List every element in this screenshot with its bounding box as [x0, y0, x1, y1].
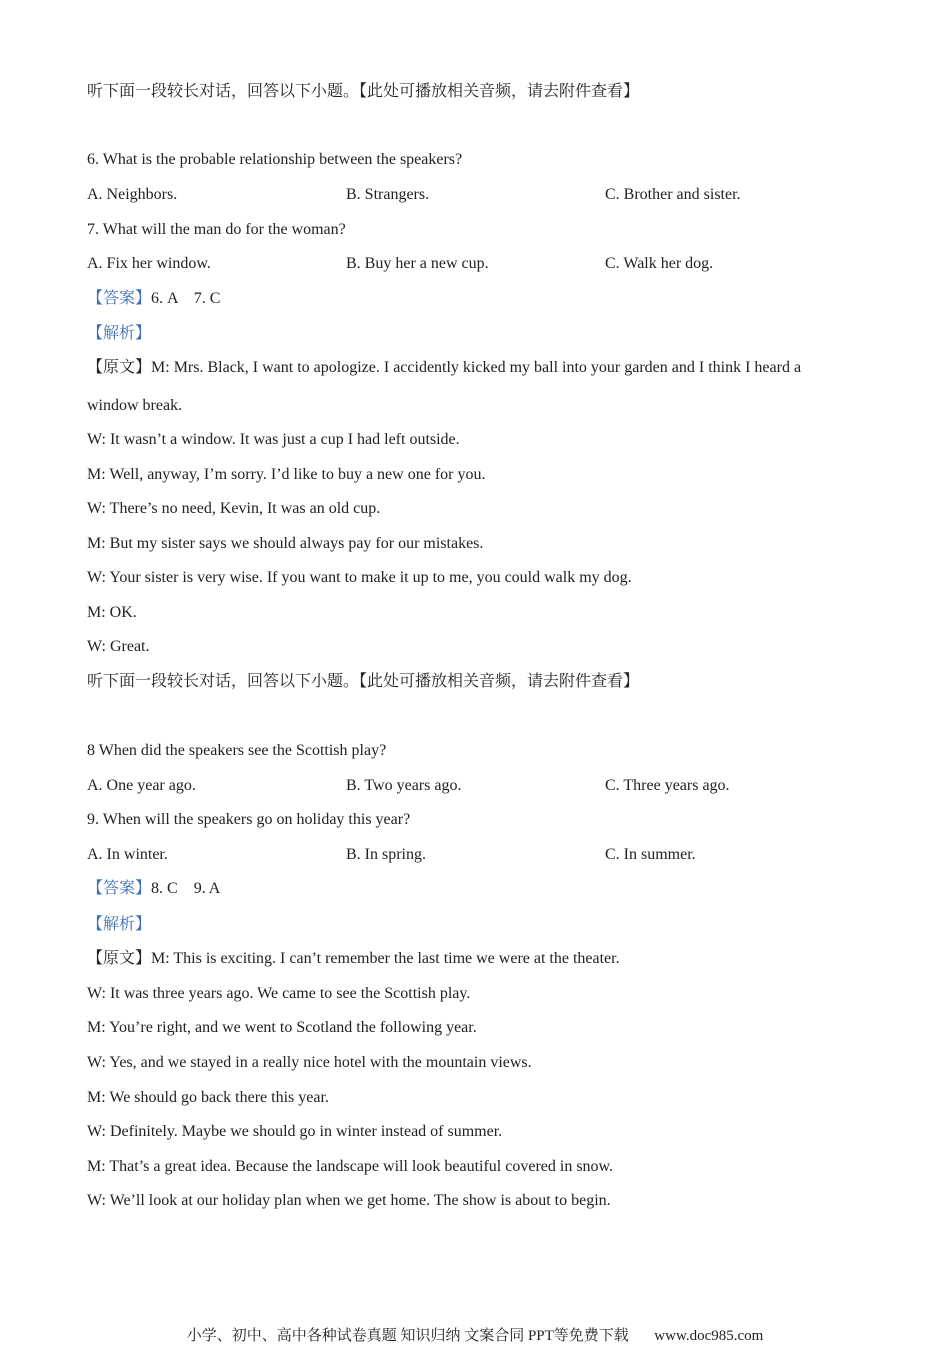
question-6-option-a: A. Neighbors.	[87, 186, 178, 203]
question-7-stem: 7. What will the man do for the woman?	[87, 221, 346, 238]
transcript-line: M: We should go back there this year.	[87, 1089, 329, 1106]
transcript-tag: 【原文】	[87, 359, 152, 376]
question-8-option-a: A. One year ago.	[87, 777, 196, 794]
section2-instruction: 听下面一段较长对话，回答以下小题。【此处可播放相关音频，请去附件查看】	[87, 673, 640, 690]
question-9-option-b: B. In spring.	[346, 846, 426, 863]
question-8-option-b: B. Two years ago.	[346, 777, 462, 794]
answer-tag: 【答案】	[87, 880, 152, 897]
question-6-stem: 6. What is the probable relationship between the speakers?	[87, 151, 463, 168]
section1-analysis-tag: 【解析】	[87, 325, 152, 342]
question-8-option-c: C. Three years ago.	[605, 777, 730, 794]
page-footer	[0, 1324, 950, 1345]
transcript-line: W: Definitely. Maybe we should go in winter instead of summer.	[87, 1123, 503, 1140]
transcript-line: W: Great.	[87, 638, 150, 655]
question-7-option-c: C. Walk her dog.	[605, 255, 714, 272]
footer-text: 小学、初中、高中各种试卷真题 知识归纳 文案合同 PPT等免费下载	[186, 1328, 629, 1344]
transcript-line: W: There’s no need, Kevin, It was an old cup.	[87, 500, 381, 517]
transcript-line: W: It was three years ago. We came to see the Scottish play.	[87, 985, 471, 1002]
transcript-line: M: But my sister says we should always pay for our mistakes.	[87, 535, 484, 552]
question-9-option-c: C. In summer.	[605, 846, 696, 863]
section1-instruction: 听下面一段较长对话，回答以下小题。【此处可播放相关音频，请去附件查看】	[87, 83, 640, 100]
question-6-option-c: C. Brother and sister.	[605, 186, 741, 203]
transcript-tag: 【原文】	[87, 950, 152, 967]
transcript-line: M: That’s a great idea. Because the landscape will look beautiful covered in snow.	[87, 1158, 614, 1175]
transcript-line: W: Your sister is very wise. If you want to make it up to me, you could walk my dog.	[87, 569, 632, 586]
question-6-option-b: B. Strangers.	[346, 186, 430, 203]
transcript-line: M: Well, anyway, I’m sorry. I’d like to buy a new one for you.	[87, 466, 486, 483]
question-8-stem: 8 When did the speakers see the Scottish play?	[87, 742, 387, 759]
section1-answer	[87, 289, 220, 309]
transcript-line: M: OK.	[87, 604, 137, 621]
transcript-text: M: This is exciting. I can’t remember the last time we were at the theater.	[151, 950, 620, 967]
question-9-stem: 9. When will the speakers go on holiday this year?	[87, 811, 411, 828]
transcript-line: window break.	[87, 397, 183, 414]
answer-text: 6. A 7. C	[151, 290, 221, 307]
footer-url[interactable]: www.doc985.com	[654, 1328, 764, 1344]
section1-transcript-line	[87, 358, 801, 378]
section2-answer	[87, 879, 220, 899]
transcript-line: M: You’re right, and we went to Scotland the following year.	[87, 1019, 477, 1036]
answer-text: 8. C 9. A	[151, 880, 221, 897]
transcript-text: M: Mrs. Black, I want to apologize. I accidently kicked my ball into your garden and I think I heard a	[151, 359, 802, 376]
section2-analysis-tag: 【解析】	[87, 916, 152, 933]
question-9-option-a: A. In winter.	[87, 846, 168, 863]
section2-transcript-line	[87, 949, 620, 969]
answer-tag: 【答案】	[87, 290, 152, 307]
question-7-option-a: A. Fix her window.	[87, 255, 211, 272]
transcript-line: W: We’ll look at our holiday plan when we get home. The show is about to begin.	[87, 1192, 611, 1209]
transcript-line: W: Yes, and we stayed in a really nice hotel with the mountain views.	[87, 1054, 532, 1071]
question-7-option-b: B. Buy her a new cup.	[346, 255, 489, 272]
transcript-line: W: It wasn’t a window. It was just a cup I had left outside.	[87, 431, 460, 448]
